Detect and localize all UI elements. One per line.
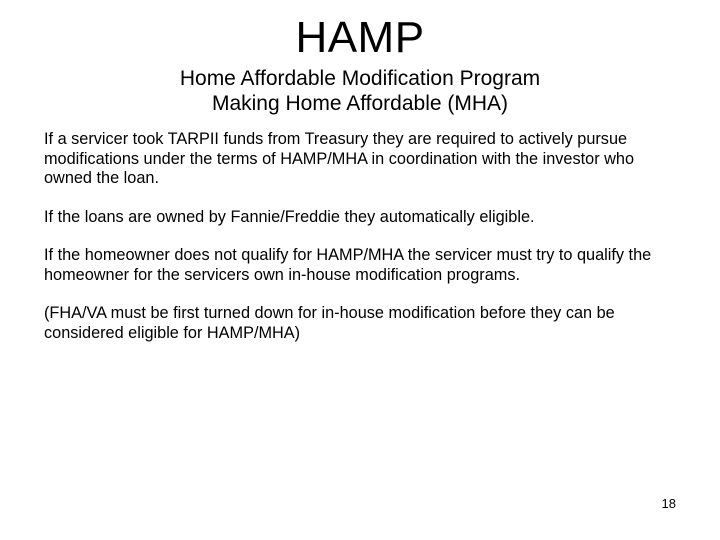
paragraph-tarp-servicers: If a servicer took TARPII funds from Treasury they are required to actively pursue modifications under the terms of HAMP/MHA in coordination with the investor who owned the loan. — [44, 130, 635, 187]
paragraph-fha-va: (FHA/VA must be first turned down for in-house modification before they can be considered eligible for HAMP/MHA) — [44, 304, 615, 342]
slide-body — [44, 130, 684, 343]
slide-title: HAMP — [295, 13, 425, 62]
paragraph-in-house-programs: If the homeowner does not qualify for HAMP/MHA the servicer must try to qualify the homeowner for the servicers own in-house modification programs. — [44, 246, 652, 284]
paragraph-fannie-freddie: If the loans are owned by Fannie/Freddie they automatically eligible. — [44, 207, 535, 226]
subtitle-line-2: Making Home Affordable (MHA) — [211, 92, 509, 115]
page-number: 18 — [661, 496, 676, 511]
subtitle-line-1: Home Affordable Modification Program — [179, 67, 541, 90]
slide-subtitle — [0, 66, 720, 116]
